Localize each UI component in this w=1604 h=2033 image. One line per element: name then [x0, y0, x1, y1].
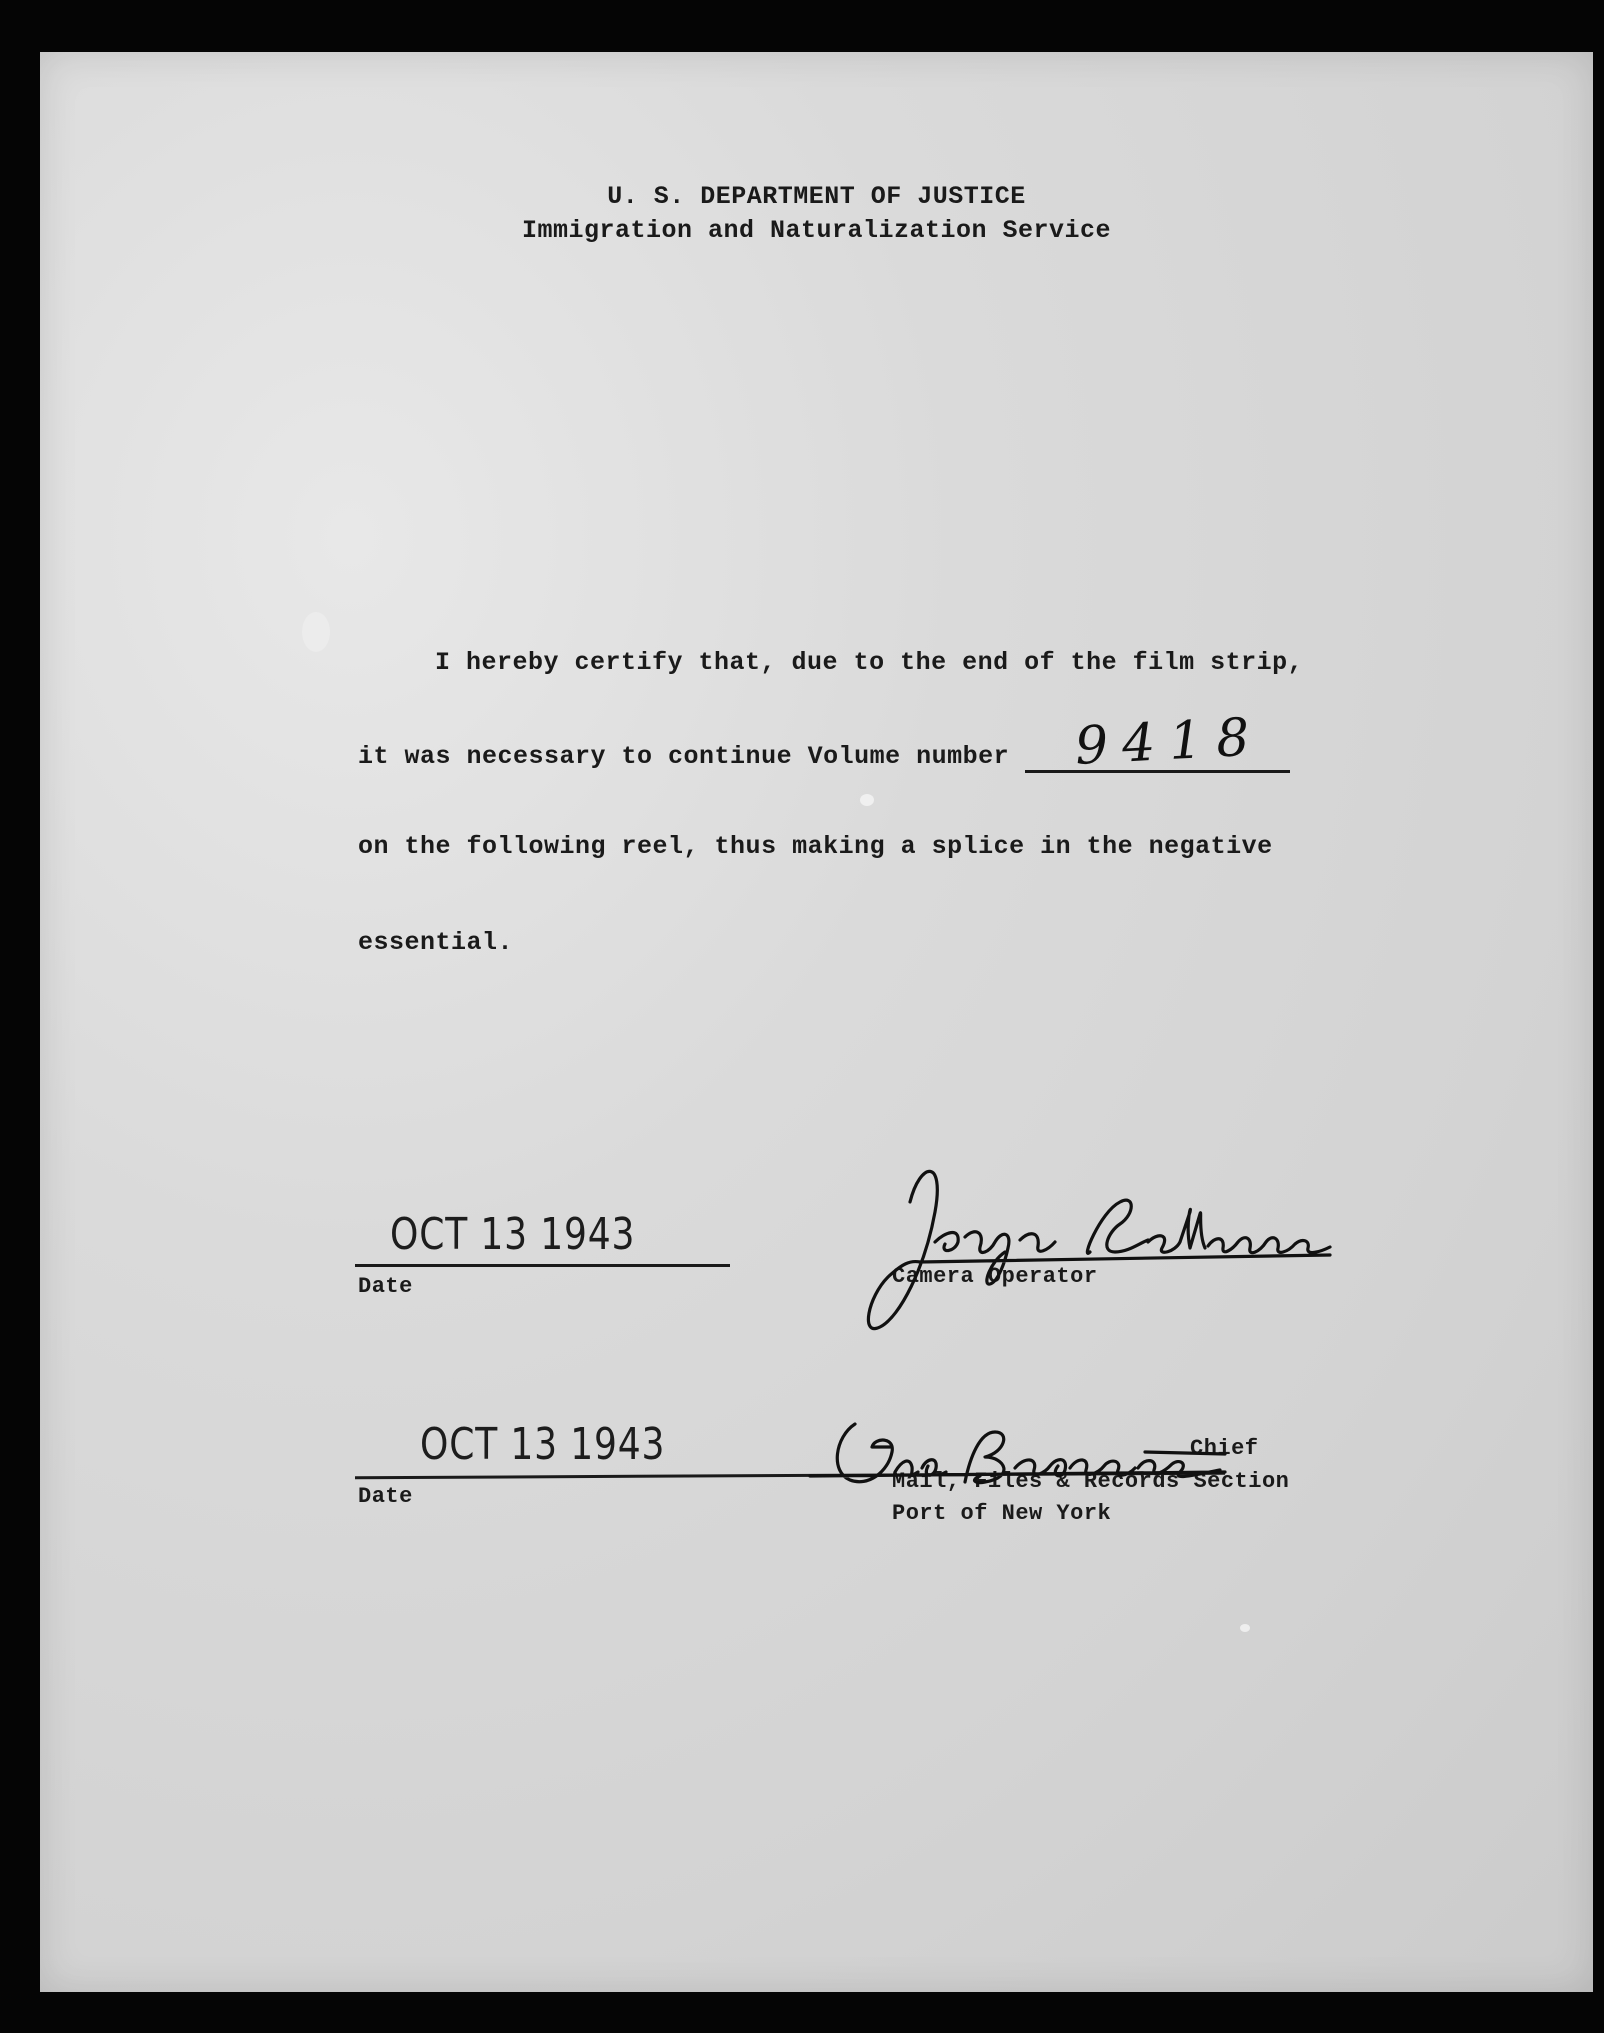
document-page [40, 52, 1593, 1992]
certificate-line-2: it was necessary to continue Volume number [358, 742, 1010, 771]
port-name: Port of New York [892, 1501, 1112, 1526]
film-speck [860, 794, 874, 806]
signature-camera-operator [868, 1171, 1330, 1328]
date-line-camera-operator [355, 1264, 730, 1267]
film-speck [302, 612, 330, 652]
certificate-line-3: on the following reel, thus making a splice in the negative [358, 832, 1273, 861]
certificate-line-1: I hereby certify that, due to the end of the film strip, [435, 648, 1304, 677]
section-name: Mail, Files & Records Section [892, 1469, 1290, 1494]
handwritten-signatures [40, 52, 1593, 1992]
date-stamp-camera-operator: OCT 13 1943 [390, 1209, 636, 1260]
chief-title-word: Chief [1190, 1436, 1259, 1461]
letterhead-service: Immigration and Naturalization Service [521, 216, 1112, 245]
date-label-camera-operator: Date [358, 1274, 413, 1299]
certificate-line-4: essential. [358, 928, 514, 957]
date-label-chief: Date [358, 1484, 413, 1509]
letterhead-department: U. S. DEPARTMENT OF JUSTICE [607, 182, 1026, 211]
camera-operator-title: Camera Operator [892, 1264, 1098, 1289]
film-speck [1240, 1624, 1250, 1632]
date-stamp-chief: OCT 13 1943 [420, 1419, 666, 1470]
volume-number-handwritten: 9418 [1073, 707, 1265, 777]
